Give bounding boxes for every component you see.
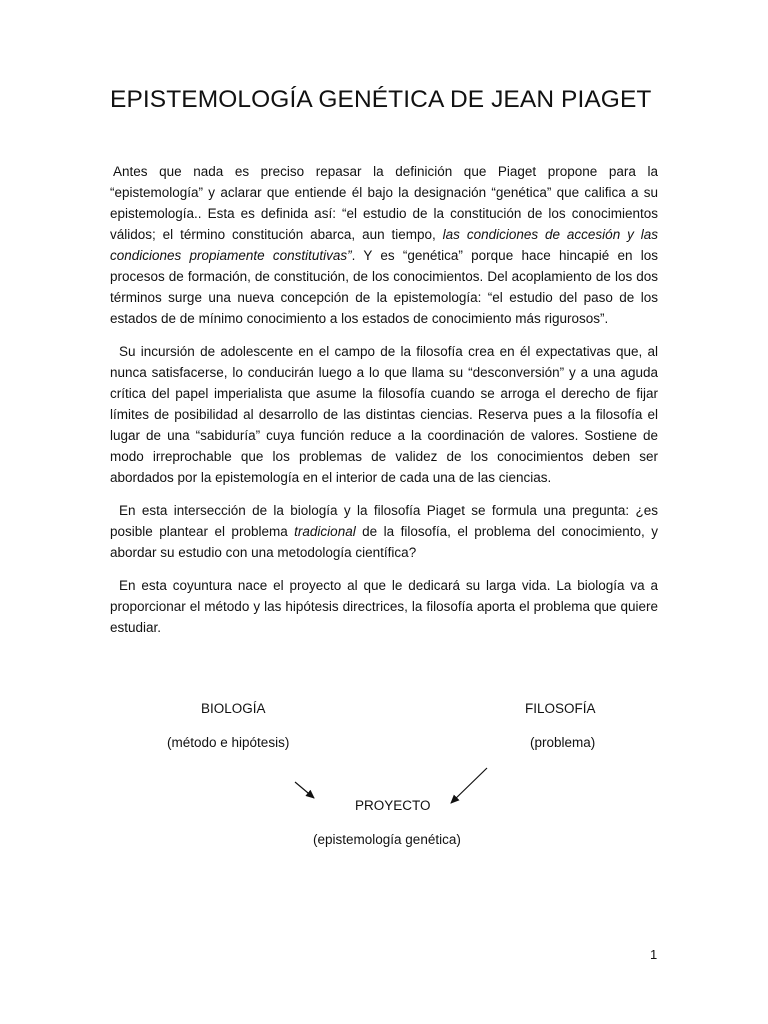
paragraph-1: [110, 161, 658, 329]
document-title: EPISTEMOLOGÍA GENÉTICA DE JEAN PIAGET: [110, 86, 652, 113]
diagram-right-subtitle: (problema): [530, 735, 596, 750]
paragraph-1-text-a: Antes que nada es preciso repasar la definición que Piaget propone para la “epistemología” y aclarar que entiende él bajo la designación “genética” que califica a su epistemología.. Esta es definida así: “el estudio de la constitución de los conocimientos válidos; el término constitución abarca, aun tiempo,: [110, 164, 658, 242]
paragraph-3-text-a: En esta intersección de la biología y la filosofía Piaget se formula una pregunta: ¿es posible plantear el problema: [110, 503, 658, 539]
paragraph-3-emphasis: tradicional: [294, 524, 356, 539]
paragraph-3: [110, 500, 658, 563]
paragraph-2: Su incursión de adolescente en el campo de la filosofía crea en él expectativas que, al nunca satisfacerse, lo conducirán luego a lo que llama su “desconversión” y a una aguda crítica del papel imperialista que asume la filosofía cuando se arroga el derecho de fijar límites de posibilidad al desarrollo de las distintas ciencias. Reserva pues a la filosofía el lugar de una “sabiduría” cuya función reduce a la coordinación de valores. Sostiene de modo irreprochable que los problemas de validez de los conocimientos deben ser abordados por la epistemología en el interior de cada una de las ciencias.: [110, 344, 658, 485]
diagram-left-subtitle: (método e hipótesis): [167, 735, 290, 750]
diagram-right-title: FILOSOFÍA: [525, 701, 596, 716]
paragraph-1-emphasis: las condiciones de accesión y las condiciones propiamente constitutivas”: [110, 227, 658, 263]
paragraph-4: En esta coyuntura nace el proyecto al que le dedicará su larga vida. La biología va a proporcionar el método y las hipótesis directrices, la filosofía aporta el problema que quiere estudiar.: [110, 578, 658, 635]
paragraph-3-text-b: de la filosofía, el problema del conocimiento, y abordar su estudio con una metodología científica?: [110, 524, 658, 560]
arrow-left: [295, 782, 314, 798]
arrow-right: [451, 768, 487, 803]
diagram-center-subtitle: (epistemología genética): [313, 832, 461, 847]
paragraph-1-text-b: . Y es “genética” porque hace hincapié en los procesos de formación, de constitución, de los conocimientos. Del acoplamiento de los dos términos surge una nueva concepción de la epistemología: “el estudio del paso de los estados de de mínimo conocimiento a los estados de conocimiento más rigurosos”.: [110, 248, 659, 326]
diagram-center-title: PROYECTO: [355, 798, 431, 813]
page-number: 1: [650, 947, 658, 962]
diagram-left-title: BIOLOGÍA: [201, 701, 266, 716]
document-body: [110, 161, 658, 650]
